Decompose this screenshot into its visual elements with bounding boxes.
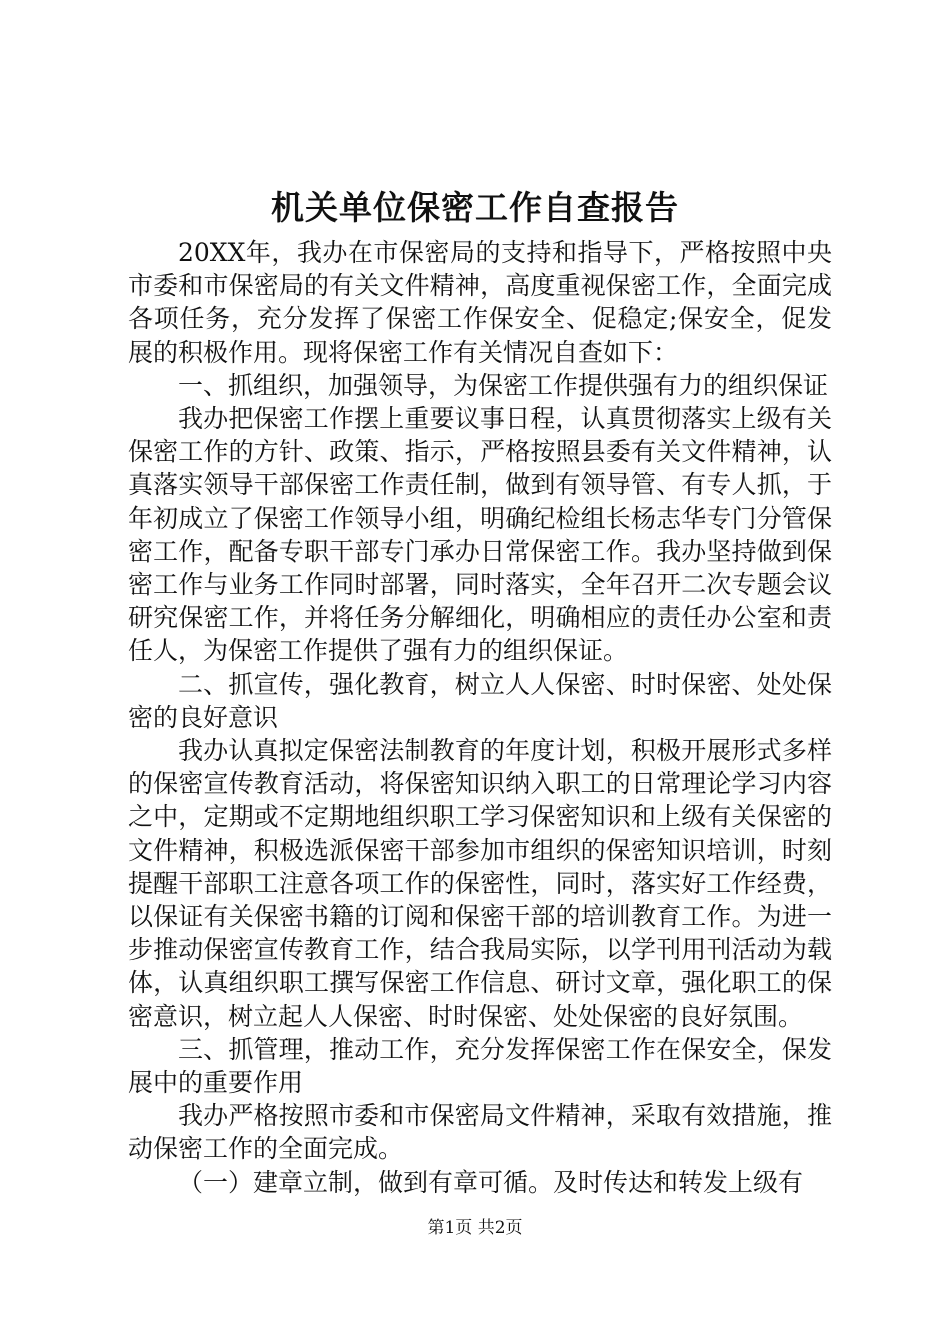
section-heading-3: 三、抓管理，推动工作，充分发挥保密工作在保安全，保发展中的重要作用 <box>128 1034 832 1098</box>
document-title: 机关单位保密工作自查报告 <box>271 188 679 227</box>
subsection-heading-1: （一）建章立制，做到有章可循。及时传达和转发上级有 <box>178 1167 804 1197</box>
page-footer: 第1页 共2页 <box>427 1218 523 1238</box>
paragraph-section-2: 我办认真拟定保密法制教育的年度计划，积极开展形式多样的保密宣传教育活动，将保密知识纳入职工的日常理论学习内容之中，定期或不定期地组织职工学习保密知识和上级有关保密的文件精神，积极选派保密干部参加市组织的保密知识培训，时刻提醒干部职工注意各项工作的保密性，同时，落实好工作经费，以保证有关保密书籍的订阅和保密干部的培训教育工作。为进一步推动保密宣传教育工作，结合我局实际，以学刊用刊活动为载体，认真组织职工撰写保密工作信息、研讨文章，强化职工的保密意识，树立起人人保密、时时保密、处处保密的良好氛围。 <box>128 736 832 1031</box>
section-heading-1: 一、抓组织，加强领导，为保密工作提供强有力的组织保证 <box>178 370 829 400</box>
paragraph-intro: 20XX年，我办在市保密局的支持和指导下，严格按照中央市委和市保密局的有关文件精神，高度重视保密工作，全面完成各项任务，充分发挥了保密工作保安全、促稳定;保安全，促发展的积极作用。现将保密工作有关情况自查如下： <box>128 238 832 367</box>
paragraph-section-1: 我办把保密工作摆上重要议事日程，认真贯彻落实上级有关保密工作的方针、政策、指示，严格按照县委有关文件精神，认真落实领导干部保密工作责任制，做到有领导管、有专人抓，于年初成立了保密工作领导小组，明确纪检组长杨志华专门分管保密工作，配备专职干部专门承办日常保密工作。我办坚持做到保密工作与业务工作同时部署，同时落实，全年召开二次专题会议研究保密工作，并将任务分解细化，明确相应的责任办公室和责任人，为保密工作提供了强有力的组织保证。 <box>128 404 832 666</box>
paragraph-section-3: 我办严格按照市委和市保密局文件精神，采取有效措施，推动保密工作的全面完成。 <box>128 1101 832 1164</box>
section-heading-2: 二、抓宣传，强化教育，树立人人保密、时时保密、处处保密的良好意识 <box>128 669 832 732</box>
document-body <box>128 236 832 1199</box>
